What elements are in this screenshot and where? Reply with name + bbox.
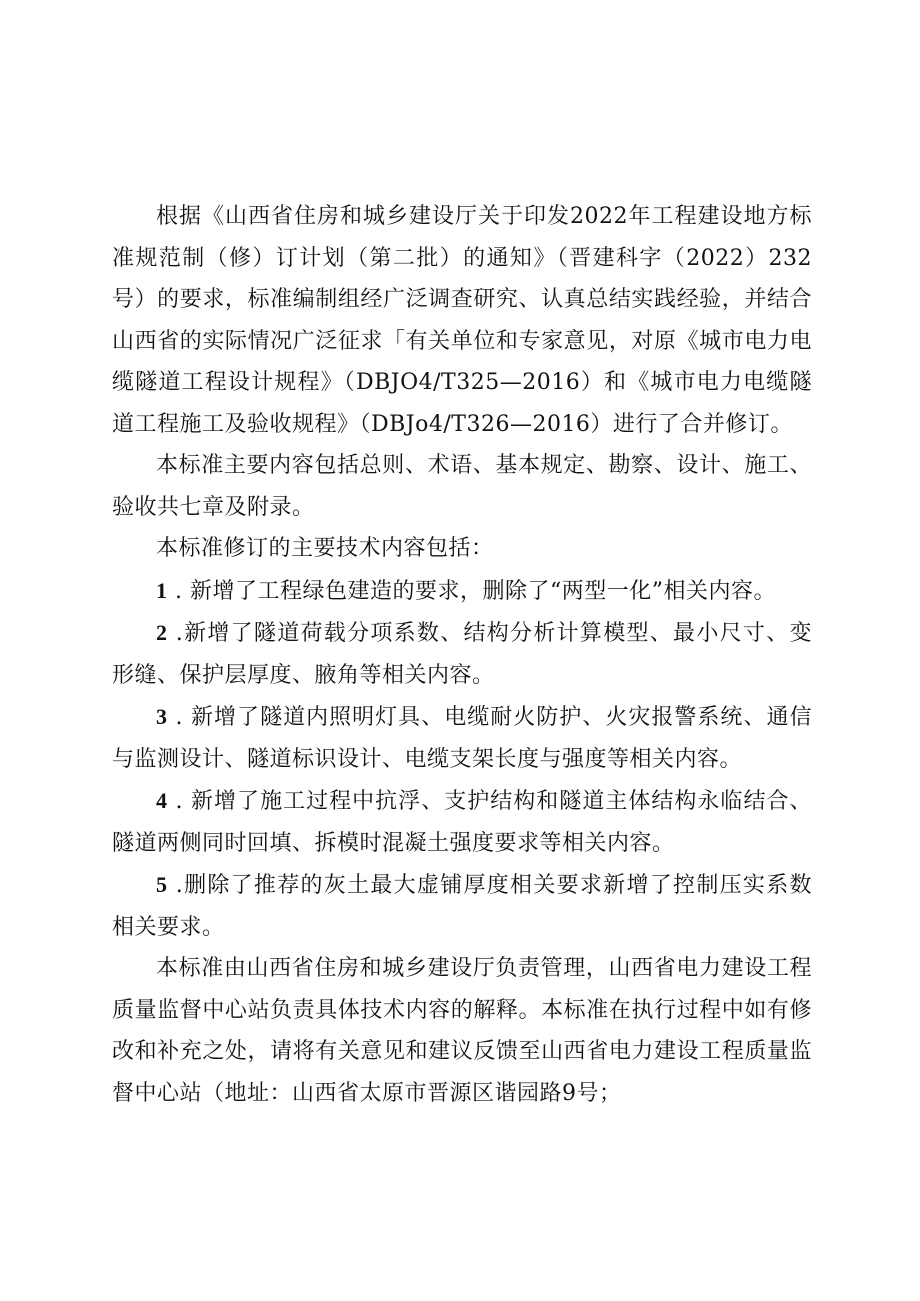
closing-paragraph: 本标准由山西省住房和城乡建设厅负责管理，山西省电力建设工程质量监督中心站负责具体技术内容的解释。本标准在执行过程中如有修改和补充之处，请将有关意见和建议反馈至山西省电力建设工程质量监督中心站（地址：山西省太原市晋源区谐园路9号； bbox=[112, 956, 812, 1106]
revision-separator: . bbox=[167, 578, 190, 604]
revision-number: 5 bbox=[156, 872, 168, 897]
scope-paragraph: 本标准主要内容包括总则、术语、基本规定、勘察、设计、施工、验收共七章及附录。 bbox=[112, 453, 812, 520]
revision-item-4 bbox=[112, 780, 812, 864]
revision-text: 新增了工程绿色建造的要求，删除了“两型一化”相关内容。 bbox=[189, 578, 776, 604]
document-body bbox=[112, 196, 812, 1114]
revision-text: 新增了隧道内照明灯具、电缆耐火防护、火灾报警系统、通信与监测设计、隧道标识设计、电缆支架长度与强度等相关内容。 bbox=[112, 705, 812, 772]
revision-separator: . bbox=[167, 705, 192, 730]
revision-separator: . bbox=[167, 873, 184, 898]
revision-separator: . bbox=[167, 789, 192, 814]
revision-item-3 bbox=[112, 696, 812, 780]
revision-text: 新增了施工过程中抗浮、支护结构和隧道主体结构永临结合、隧道两侧同时回填、拆模时混凝土强度要求等相关内容。 bbox=[112, 789, 812, 856]
revision-item-5 bbox=[112, 864, 812, 948]
revision-text: 新增了隧道荷载分项系数、结构分析计算模型、最小尺寸、变形缝、保护层厚度、腋角等相关内容。 bbox=[112, 621, 812, 688]
intro-paragraph: 根据《山西省住房和城乡建设厅关于印发2022年工程建设地方标准规范制（修）订计划（第二批）的通知》（晋建科字（2022）232号）的要求，标准编制组经广泛调查研究、认真总结实践经验，并结合山西省的实际情况广泛征求「有关单位和专家意见，对原《城市电力电缆隧道工程设计规程》（DBJO4/T325—2016）和《城市电力电缆隧道工程施工及验收规程》（DBJo4/T326—2016）进行了合并修订。 bbox=[112, 204, 812, 437]
revision-item-1 bbox=[112, 570, 812, 613]
revision-item-2 bbox=[112, 612, 812, 696]
revision-text: 删除了推荐的灰土最大虚铺厚度相关要求新增了控制压实系数相关要求。 bbox=[112, 873, 812, 940]
revision-number: 4 bbox=[156, 788, 168, 813]
revision-separator: . bbox=[167, 621, 184, 646]
revision-number: 1 bbox=[156, 577, 168, 603]
revision-number: 3 bbox=[156, 704, 168, 729]
revision-intro-paragraph: 本标准修订的主要技术内容包括： bbox=[156, 536, 494, 561]
revision-number: 2 bbox=[156, 620, 168, 645]
